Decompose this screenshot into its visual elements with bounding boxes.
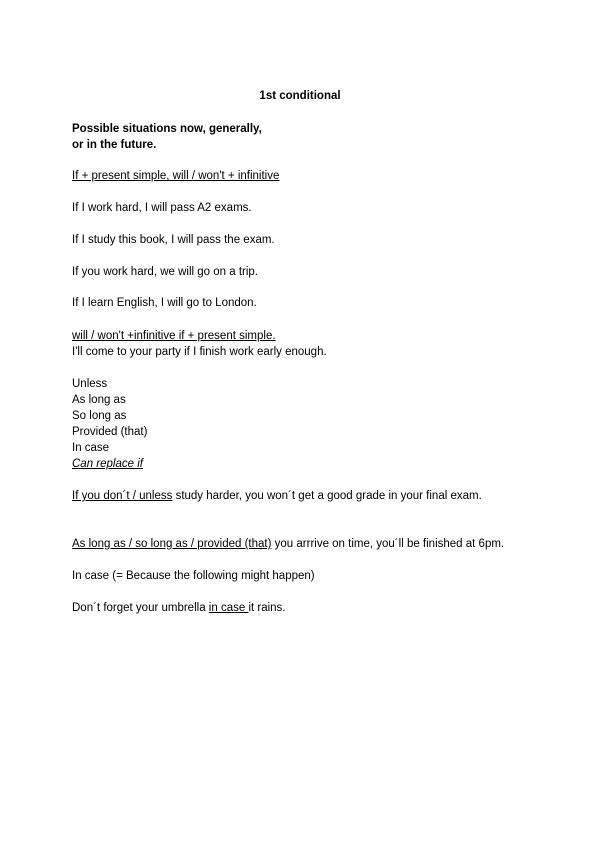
structure-formula-2: will / won't +infinitive if + present simple. — [72, 330, 276, 342]
replace-note: Can replace if — [72, 458, 143, 470]
as-long-as-example-rest: you arrrive on time, you´ll be finished at 6pm. — [271, 538, 505, 550]
replacement-in-case: In case — [72, 442, 110, 454]
intro-line-2: or in the future. — [72, 139, 157, 151]
in-case-example-before: Don´t forget your umbrella — [72, 602, 209, 614]
in-case-example — [72, 600, 286, 616]
structure-formula-1: If + present simple, will / won't + infinitive — [72, 170, 280, 182]
in-case-example-underlined: in case — [208, 602, 249, 614]
example-sentence-4: If I learn English, I will go to London. — [72, 297, 257, 309]
page-title: 1st conditional — [259, 90, 341, 102]
replacement-provided: Provided (that) — [72, 426, 148, 438]
replacement-unless: Unless — [72, 378, 108, 390]
example-sentence-2: If I study this book, I will pass the exam. — [72, 234, 275, 246]
replacement-as-long-as: As long as — [72, 394, 126, 406]
example-sentence-party: I'll come to your party if I finish work early enough. — [72, 346, 327, 358]
in-case-note: In case (= Because the following might happen) — [72, 570, 315, 582]
as-long-as-example — [72, 536, 504, 552]
as-long-as-example-underlined: As long as / so long as / provided (that) — [72, 538, 272, 550]
unless-example-underlined: If you don´t / unless — [72, 490, 173, 502]
replacement-so-long-as: So long as — [72, 410, 127, 422]
example-sentence-1: If I work hard, I will pass A2 exams. — [72, 202, 252, 214]
example-sentence-3: If you work hard, we will go on a trip. — [72, 266, 258, 278]
unless-example — [72, 488, 482, 504]
in-case-example-after: it rains. — [248, 602, 286, 614]
intro-line-1: Possible situations now, generally, — [72, 123, 262, 135]
unless-example-rest: study harder, you won´t get a good grade in your final exam. — [172, 490, 482, 502]
